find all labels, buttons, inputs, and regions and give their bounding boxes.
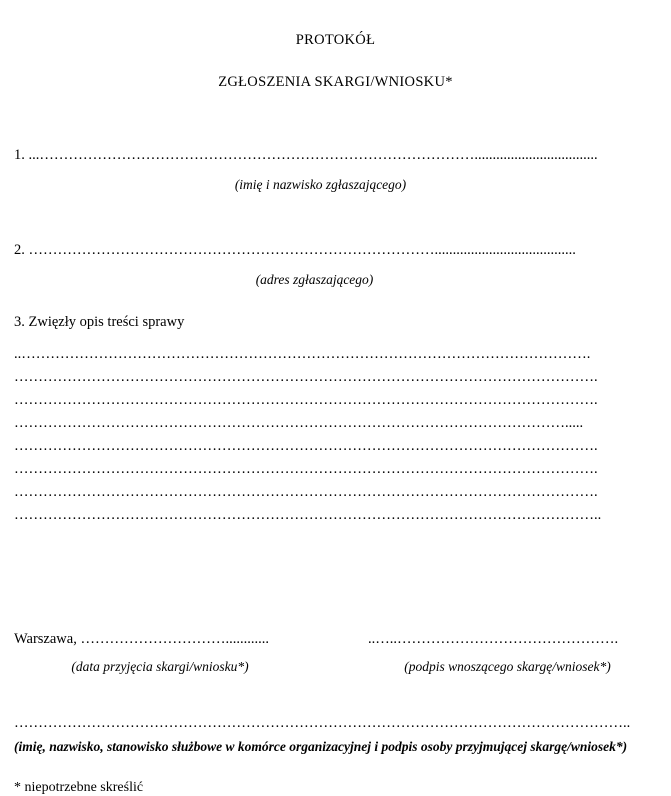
- description-line[interactable]: …………………………………………………………………………………………………………..: [14, 507, 602, 524]
- description-line[interactable]: ..……………………………………………………………………………………………………….: [14, 346, 591, 363]
- description-line[interactable]: ………………………………………………………………………………………………………….: [14, 369, 598, 386]
- receiver-caption: (imię, nazwisko, stanowisko służbowe w komórce organizacyjnej i podpis osoby przyjmującej skargę/wniosek*): [14, 739, 628, 755]
- description-line[interactable]: ………………………………………………………………………………………………………….: [14, 484, 598, 501]
- description-line[interactable]: ………………………………………………………………………………………………………….: [14, 392, 598, 409]
- signature-line[interactable]: ..…..……………………………………….: [368, 631, 619, 648]
- description-line[interactable]: …………………………………………………………………………………………………….....: [14, 415, 584, 432]
- caption-date: (data przyjęcia skargi/wniosku*): [71, 659, 249, 675]
- caption-signature: (podpis wnoszącego skargę/wniosek*): [404, 659, 611, 675]
- receiver-line[interactable]: ………………………………………………………………………………………………………………..: [14, 715, 631, 732]
- place-date-line[interactable]: Warszawa, …………………………............: [14, 631, 269, 648]
- page-subtitle: ZGŁOSZENIA SKARGI/WNIOSKU*: [218, 74, 453, 90]
- signature-row: [14, 631, 657, 648]
- field-line-address[interactable]: 2. ………………………………………………………………………….......................................: [14, 242, 576, 259]
- field-caption-address: (adres zgłaszającego): [255, 272, 374, 288]
- field-caption-name: (imię i nazwisko zgłaszającego): [234, 177, 407, 193]
- section-heading-description: 3. Zwięzły opis treści sprawy: [14, 314, 185, 331]
- description-lines: [14, 343, 657, 527]
- page-title: PROTOKÓŁ: [295, 32, 376, 48]
- footnote: * niepotrzebne skreślić: [14, 780, 144, 796]
- description-line[interactable]: ………………………………………………………………………………………………………….: [14, 461, 598, 478]
- field-line-name[interactable]: 1. ...………………………………………………………………………………..................................: [14, 147, 598, 163]
- signature-area: [14, 631, 657, 695]
- description-line[interactable]: ………………………………………………………………………………………………………….: [14, 438, 598, 455]
- signature-captions: [14, 659, 657, 675]
